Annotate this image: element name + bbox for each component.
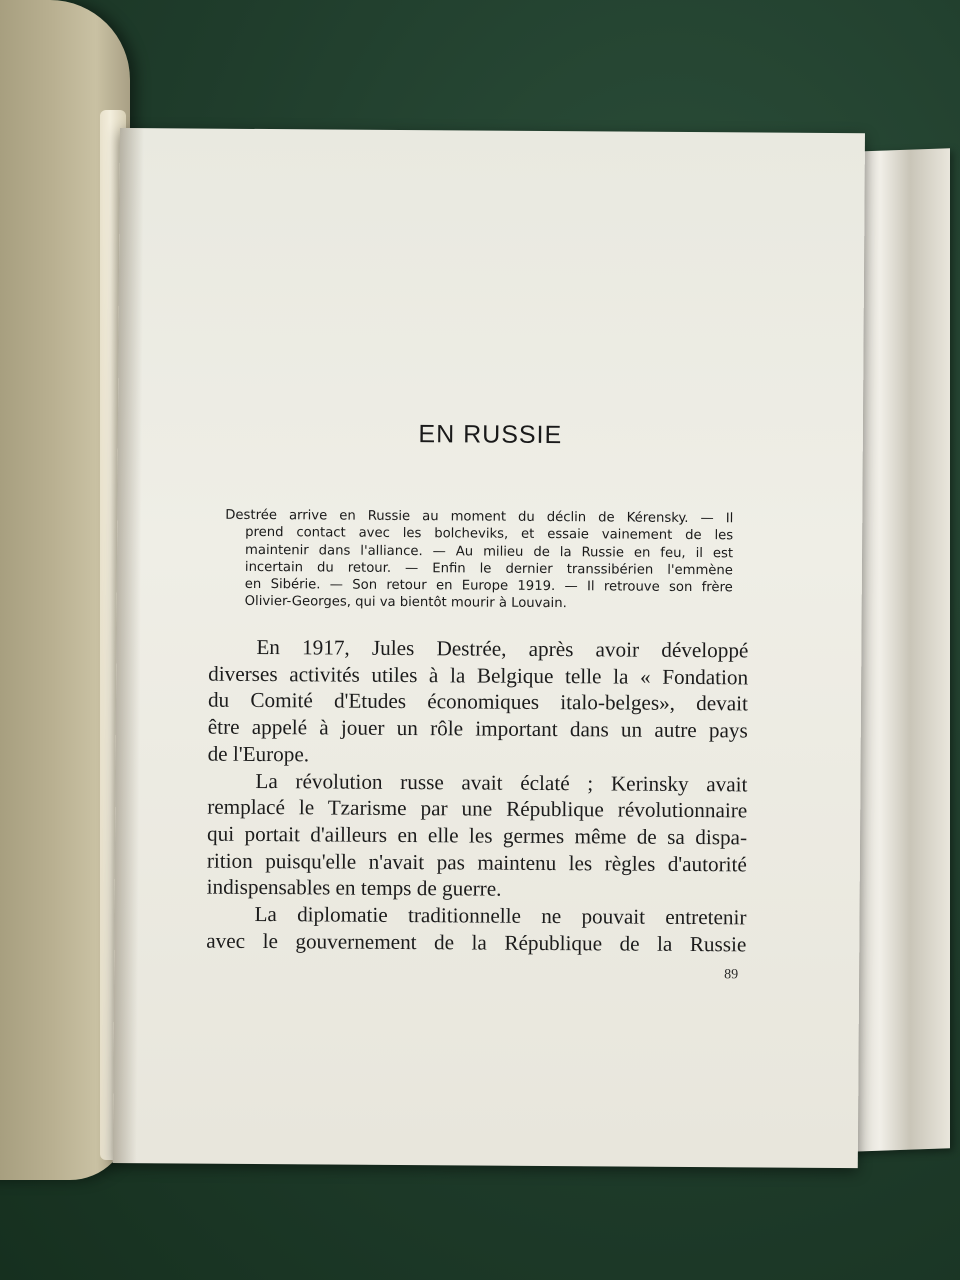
body-line: diverses activités utiles à la Belgique telle la « Fondation [208,661,749,690]
summary-line: Olivier-Georges, qui va bientôt mourir à Louvain. [244,594,567,612]
body-line: indispensables en temps de guerre. [206,874,502,902]
body-line: remplacé le Tzarisme par une République révolutionnaire [207,794,748,823]
summary-line: maintenir dans l'alliance. — Au milieu de la Russie en feu, il est [245,542,734,561]
body-line: qui portait d'ailleurs en elle les germes même de sa dispa- [206,821,748,850]
summary-line: en Sibérie. — Son retour en Europe 1919. — Il retrouve son frère [244,577,733,596]
page-stack-edge [850,148,950,1151]
page-number: 89 [724,967,739,983]
chapter-summary [225,507,734,614]
body-line: avec le gouvernement de la République de la Russie [206,928,747,957]
body-line: être appelé à jouer un rôle important dans un autre pays [207,714,748,743]
body-line: rition puisqu'elle n'avait pas maintenu les règles d'autorité [206,848,747,877]
summary-line: prend contact avec les bolcheviks, et essaie vainement de les [245,525,734,544]
body-line: La révolution russe avait éclaté ; Kerinsky avait [255,768,748,796]
body-line: En 1917, Jules Destrée, après avoir développé [256,634,749,663]
body-line: de l'Europe. [207,741,310,767]
body-line: La diplomatie traditionnelle ne pouvait entretenir [254,901,747,930]
summary-line: Destrée arrive en Russie au moment du déclin de Kérensky. — Il [225,507,734,527]
chapter-title: EN RUSSIE [418,420,563,450]
body-text [206,634,748,958]
book-page [113,128,865,1168]
body-line: du Comité d'Etudes économiques italo-belges», devait [207,688,749,716]
summary-line: incertain du retour. — Enfin le dernier transsibérien l'emmène [244,559,733,579]
